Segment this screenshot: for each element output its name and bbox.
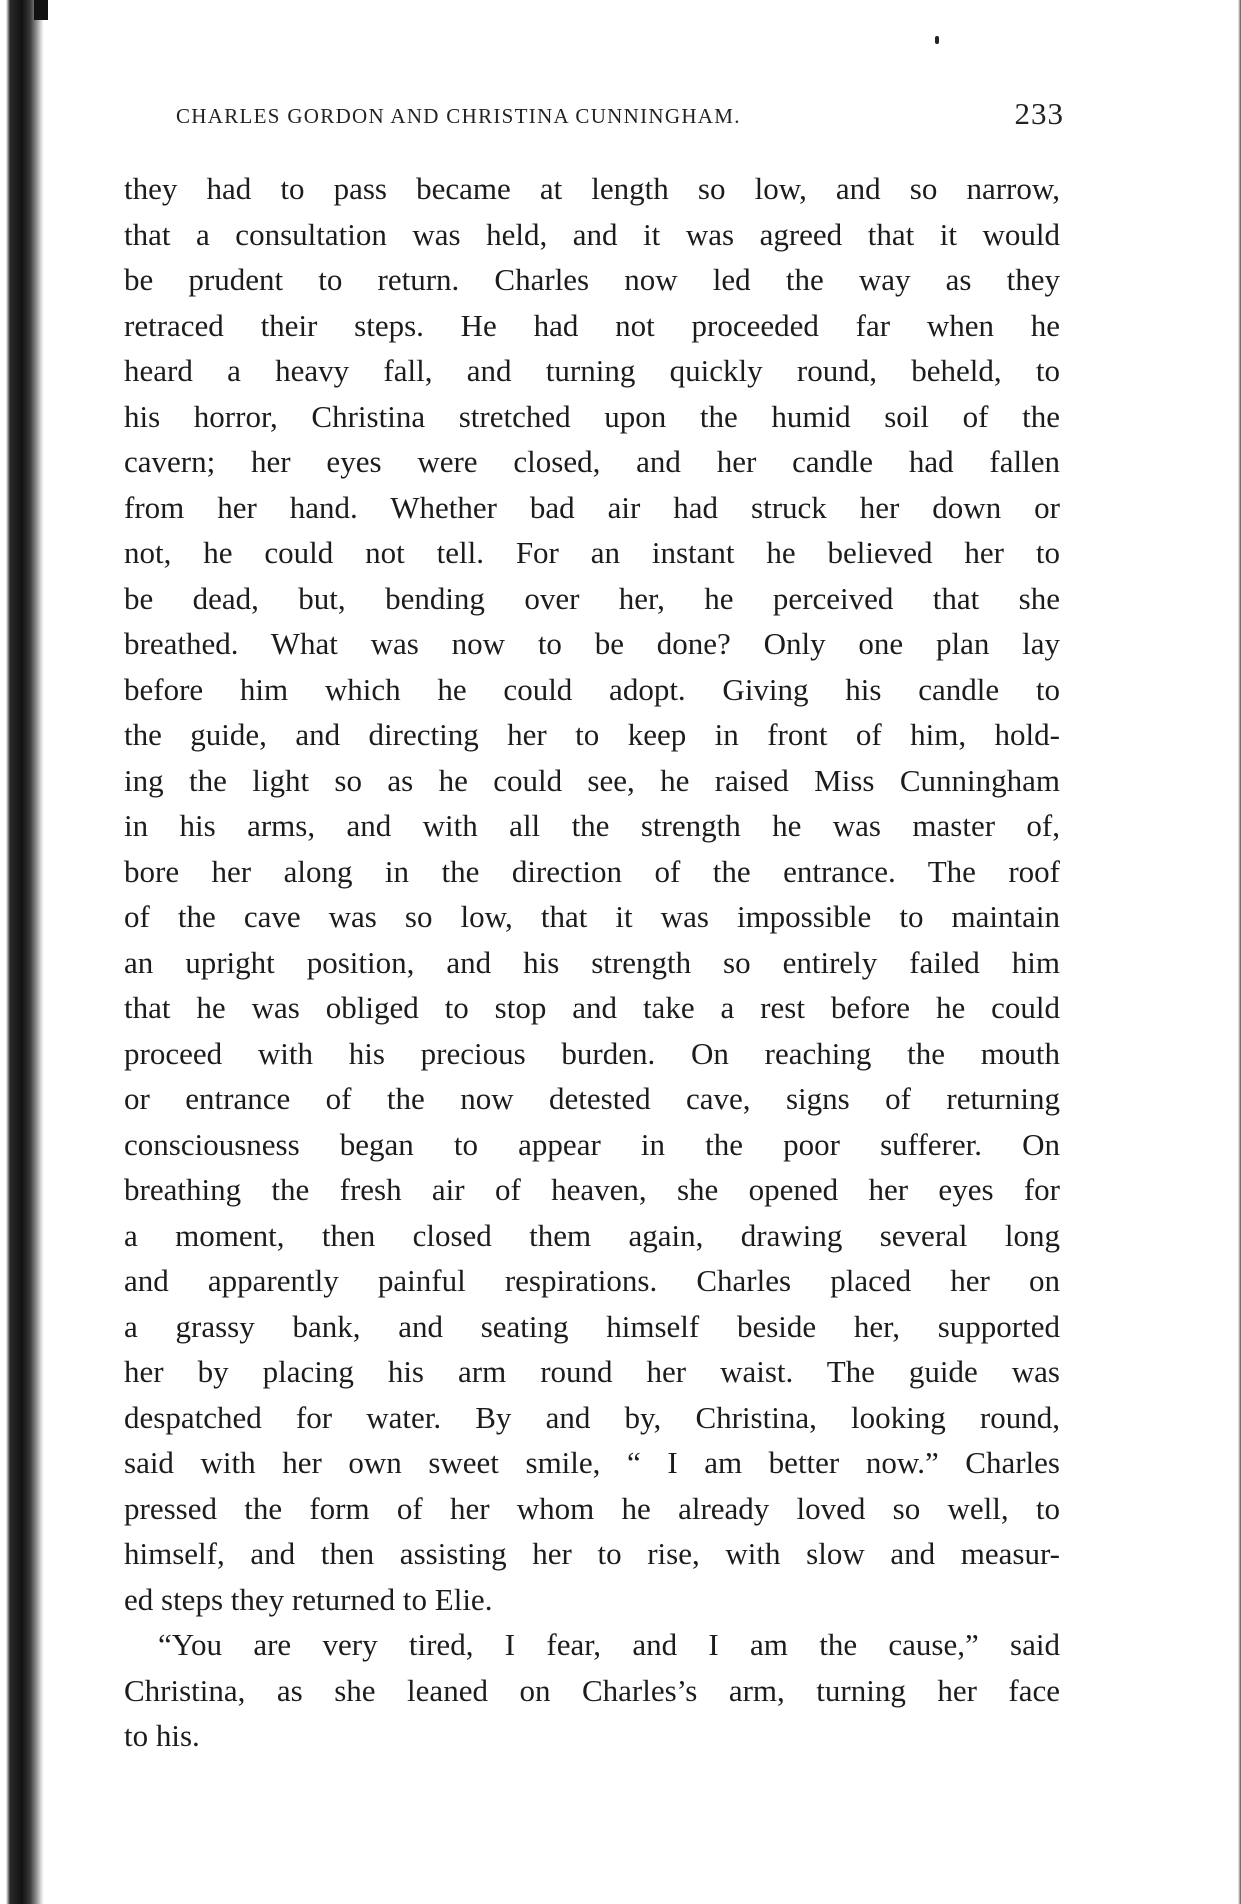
text-line: a moment, then closed them again, drawing several long	[124, 1217, 1060, 1253]
text-line: breathed. What was now to be done? Only one plan lay	[124, 626, 1060, 661]
text-line: that a consultation was held, and it was agreed that it would	[124, 216, 1060, 252]
text-line: “You are very tired, I fear, and I am the cause,” said	[158, 1627, 1060, 1662]
text-line: be dead, but, bending over her, he perceived that she	[124, 580, 1060, 616]
text-line: cavern; her eyes were closed, and her candle had fallen	[124, 444, 1060, 479]
running-title: CHARLES GORDON AND CHRISTINA CUNNINGHAM.	[176, 104, 741, 128]
text-line: despatched for water. By and by, Christina, looking round,	[124, 1399, 1060, 1435]
page-number: 233	[1014, 96, 1064, 131]
scan-speck	[935, 36, 939, 44]
binding-edge-shadow	[0, 0, 44, 1904]
text-line: in his arms, and with all the strength he was master of,	[124, 808, 1060, 843]
text-line: of the cave was so low, that it was impossible to maintain	[124, 899, 1060, 934]
text-line: they had to pass became at length so low, and so narrow,	[124, 171, 1060, 206]
running-head	[124, 96, 1064, 136]
text-line: a grassy bank, and seating himself beside her, supported	[124, 1308, 1060, 1344]
text-line: Christina, as she leaned on Charles’s arm, turning her face	[124, 1672, 1060, 1708]
text-line: pressed the form of her whom he already loved so well, to	[124, 1490, 1060, 1526]
text-line: her by placing his arm round her waist. The guide was	[124, 1354, 1060, 1389]
text-line: ing the light so as he could see, he raised Miss Cunningham	[124, 762, 1060, 798]
paragraph	[124, 166, 1060, 1622]
text-line: ed steps they returned to Elie.	[124, 1581, 493, 1617]
text-line: consciousness began to appear in the poor sufferer. On	[124, 1126, 1060, 1162]
text-line: bore her along in the direction of the entrance. The roof	[124, 853, 1060, 889]
binding-top-mark	[34, 0, 48, 20]
text-line: to his.	[124, 1718, 200, 1753]
text-line: said with her own sweet smile, “ I am better now.” Charles	[124, 1445, 1060, 1480]
text-line: and apparently painful respirations. Charles placed her on	[124, 1263, 1060, 1298]
text-line: or entrance of the now detested cave, signs of returning	[124, 1081, 1060, 1116]
text-line: retraced their steps. He had not proceeded far when he	[124, 307, 1060, 343]
text-line: heard a heavy fall, and turning quickly round, beheld, to	[124, 353, 1060, 388]
text-line: before him which he could adopt. Giving his candle to	[124, 671, 1060, 707]
text-line: from her hand. Whether bad air had struck her down or	[124, 489, 1060, 525]
text-line: proceed with his precious burden. On reaching the mouth	[124, 1035, 1060, 1071]
text-line: his horror, Christina stretched upon the humid soil of the	[124, 398, 1060, 434]
text-line: the guide, and directing her to keep in front of him, hold-	[124, 717, 1060, 752]
text-line: himself, and then assisting her to rise, with slow and measur-	[124, 1536, 1060, 1571]
text-line: breathing the fresh air of heaven, she opened her eyes for	[124, 1172, 1060, 1207]
text-line: be prudent to return. Charles now led the way as they	[124, 262, 1060, 297]
text-line: an upright position, and his strength so entirely failed him	[124, 944, 1060, 980]
text-line: that he was obliged to stop and take a rest before he could	[124, 990, 1060, 1025]
text-line: not, he could not tell. For an instant he believed her to	[124, 535, 1060, 570]
paragraph	[124, 1622, 1060, 1759]
body-text	[124, 166, 1060, 1759]
